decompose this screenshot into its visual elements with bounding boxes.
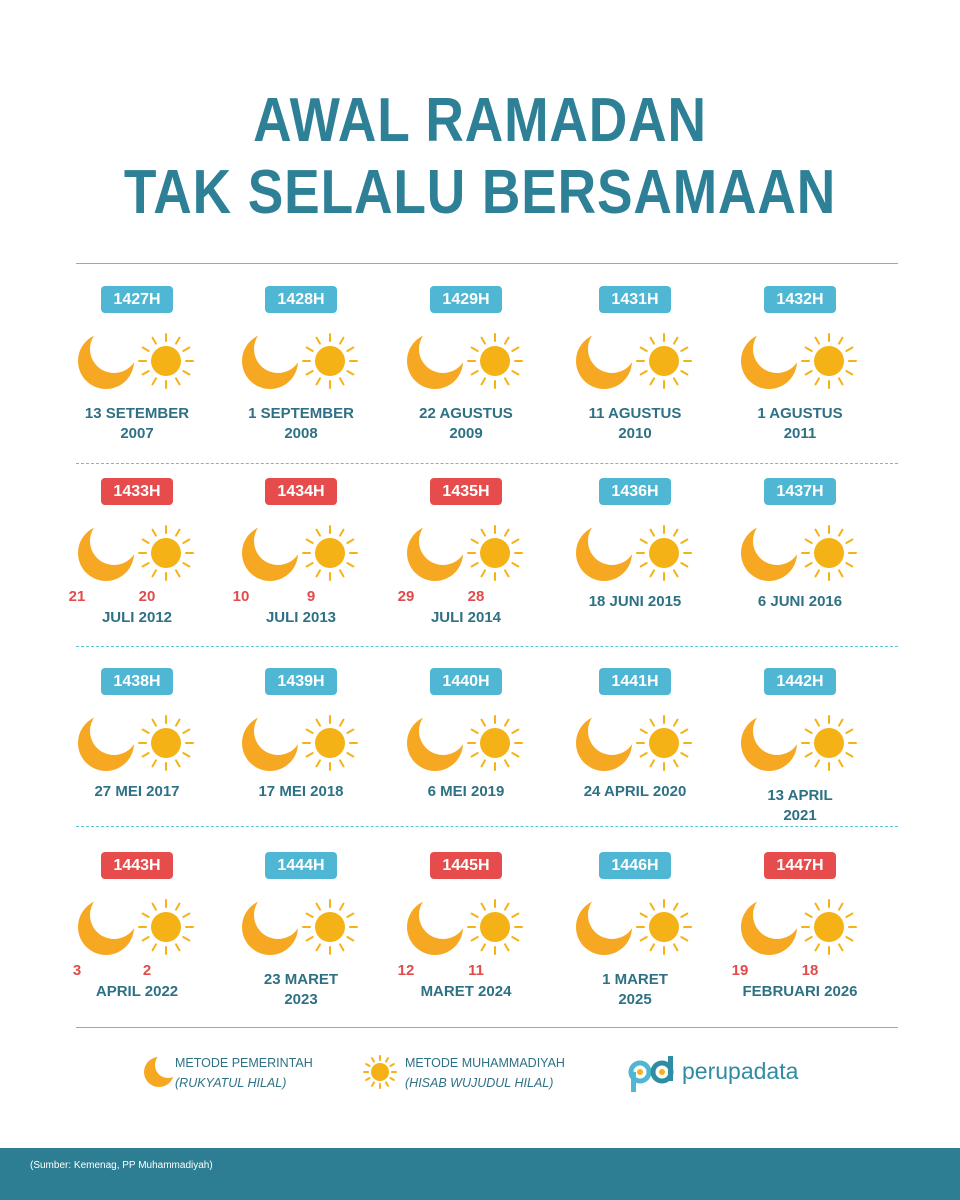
start-date-line: 6 MEI 2019 bbox=[427, 783, 505, 800]
sun-icon bbox=[468, 334, 522, 388]
sun-icon bbox=[802, 716, 856, 770]
legend-pemerintah-label: METODE PEMERINTAH bbox=[175, 1056, 313, 1070]
ramadan-entry-1444H bbox=[216, 852, 386, 1022]
brand-name: perupadata bbox=[682, 1058, 799, 1084]
method-icons bbox=[550, 710, 720, 776]
hijri-year-badge: 1446H bbox=[599, 852, 671, 879]
ramadan-entry-1447H bbox=[715, 852, 885, 1022]
start-date-line: 2021 bbox=[783, 807, 817, 824]
start-date-line: 2025 bbox=[618, 991, 652, 1008]
sun-icon bbox=[303, 900, 357, 954]
crescent-moon-icon bbox=[78, 899, 134, 955]
start-date-line: 23 MARET bbox=[263, 971, 339, 988]
hijri-year-badge: 1437H bbox=[764, 478, 836, 505]
footer-bar bbox=[0, 1148, 960, 1200]
method-icons bbox=[216, 328, 386, 394]
start-date-line: 1 MARET bbox=[602, 971, 668, 988]
legend-muhammadiyah-sub: (HISAB WUJUDUL HILAL) bbox=[405, 1076, 554, 1090]
start-date-line: 2011 bbox=[783, 425, 817, 442]
ramadan-entry-1442H bbox=[715, 668, 885, 838]
method-icons bbox=[550, 894, 720, 960]
sun-icon bbox=[468, 900, 522, 954]
hijri-year-badge: 1432H bbox=[764, 286, 836, 313]
ramadan-entry-1441H bbox=[550, 668, 720, 838]
start-date-line: JULI 2012 bbox=[101, 609, 173, 626]
muhammadiyah-day: 11 bbox=[468, 962, 484, 979]
ramadan-entry-1428H bbox=[216, 286, 386, 456]
method-icons bbox=[550, 328, 720, 394]
method-icons bbox=[216, 520, 386, 586]
hijri-year-badge: 1435H bbox=[430, 478, 502, 505]
hijri-year-badge: 1443H bbox=[101, 852, 173, 879]
crescent-moon-icon bbox=[741, 525, 797, 581]
ramadan-entry-1433H bbox=[52, 478, 222, 648]
ramadan-entry-1435H bbox=[381, 478, 551, 648]
start-date-line: 6 JUNI 2016 bbox=[757, 593, 843, 610]
crescent-moon-icon bbox=[407, 525, 463, 581]
brand-mark-icon bbox=[628, 1056, 680, 1094]
sun-icon bbox=[802, 900, 856, 954]
perupadata-logo bbox=[628, 1054, 808, 1094]
hijri-year-badge: 1442H bbox=[764, 668, 836, 695]
hijri-year-badge: 1447H bbox=[764, 852, 836, 879]
crescent-moon-icon bbox=[242, 715, 298, 771]
crescent-moon-icon bbox=[741, 333, 797, 389]
start-date-line: 24 APRIL 2020 bbox=[583, 783, 687, 800]
title-line-1: AWAL RAMADAN bbox=[253, 86, 707, 155]
top-divider bbox=[76, 263, 898, 264]
crescent-moon-icon bbox=[576, 899, 632, 955]
ramadan-entry-1438H bbox=[52, 668, 222, 838]
sun-icon bbox=[303, 716, 357, 770]
ramadan-entry-1439H bbox=[216, 668, 386, 838]
ramadan-entry-1434H bbox=[216, 478, 386, 648]
muhammadiyah-day: 20 bbox=[138, 588, 156, 605]
crescent-moon-icon bbox=[242, 525, 298, 581]
ramadan-entry-1427H bbox=[52, 286, 222, 456]
crescent-moon-icon bbox=[741, 899, 797, 955]
ramadan-entry-1440H bbox=[381, 668, 551, 838]
ramadan-entry-1436H bbox=[550, 478, 720, 648]
sun-icon bbox=[139, 900, 193, 954]
title-line-2: TAK SELALU BERSAMAAN bbox=[123, 158, 837, 227]
method-icons bbox=[715, 710, 885, 776]
hijri-year-badge: 1440H bbox=[430, 668, 502, 695]
hijri-year-badge: 1429H bbox=[430, 286, 502, 313]
start-date-line: 2008 bbox=[284, 425, 318, 442]
legend-pemerintah-sub: (RUKYATUL HILAL) bbox=[175, 1076, 287, 1090]
sun-icon bbox=[637, 716, 691, 770]
method-icons bbox=[52, 328, 222, 394]
pemerintah-day: 19 bbox=[731, 962, 749, 979]
pemerintah-day: 3 bbox=[72, 962, 82, 979]
ramadan-entry-1431H bbox=[550, 286, 720, 456]
start-date-line: 2010 bbox=[618, 425, 652, 442]
start-date-line: 11 AGUSTUS bbox=[588, 405, 682, 422]
hijri-year-badge: 1436H bbox=[599, 478, 671, 505]
start-date-line: 2007 bbox=[120, 425, 154, 442]
method-icons bbox=[715, 328, 885, 394]
hijri-year-badge: 1431H bbox=[599, 286, 671, 313]
start-date-line: JULI 2013 bbox=[265, 609, 337, 626]
method-icons bbox=[381, 710, 551, 776]
sun-icon bbox=[637, 334, 691, 388]
ramadan-entry-1446H bbox=[550, 852, 720, 1022]
pemerintah-day: 21 bbox=[68, 588, 86, 605]
sun-icon bbox=[468, 526, 522, 580]
sun-icon bbox=[303, 526, 357, 580]
start-date-line: 18 JUNI 2015 bbox=[588, 593, 682, 610]
sun-icon bbox=[802, 526, 856, 580]
muhammadiyah-day: 9 bbox=[306, 588, 316, 605]
pemerintah-day: 10 bbox=[232, 588, 250, 605]
hijri-year-badge: 1439H bbox=[265, 668, 337, 695]
start-date-line: 1 SEPTEMBER bbox=[248, 405, 354, 422]
hijri-year-badge: 1434H bbox=[265, 478, 337, 505]
crescent-moon-icon bbox=[407, 333, 463, 389]
pemerintah-day: 12 bbox=[397, 962, 415, 979]
crescent-moon-icon bbox=[576, 333, 632, 389]
sun-icon bbox=[637, 900, 691, 954]
start-date-line: 17 MEI 2018 bbox=[258, 783, 344, 800]
method-icons bbox=[381, 894, 551, 960]
crescent-moon-icon bbox=[78, 333, 134, 389]
ramadan-entry-1432H bbox=[715, 286, 885, 456]
method-icons bbox=[550, 520, 720, 586]
ramadan-entry-1429H bbox=[381, 286, 551, 456]
start-date-line: JULI 2014 bbox=[430, 609, 502, 626]
start-date-line: FEBRUARI 2026 bbox=[742, 983, 858, 1000]
sun-icon bbox=[139, 716, 193, 770]
crescent-moon-icon bbox=[242, 899, 298, 955]
start-date-line: 2009 bbox=[449, 425, 483, 442]
start-date-line: MARET 2024 bbox=[420, 983, 512, 1000]
crescent-moon-icon bbox=[242, 333, 298, 389]
method-icons bbox=[715, 894, 885, 960]
pemerintah-day: 29 bbox=[397, 588, 415, 605]
method-icons bbox=[216, 710, 386, 776]
start-date-line: 13 SETEMBER bbox=[84, 405, 190, 422]
muhammadiyah-day: 2 bbox=[142, 962, 152, 979]
method-icons bbox=[52, 520, 222, 586]
crescent-moon-icon bbox=[576, 715, 632, 771]
crescent-moon-icon bbox=[576, 525, 632, 581]
legend-muhammadiyah bbox=[405, 1053, 565, 1093]
sun-icon bbox=[802, 334, 856, 388]
hijri-year-badge: 1433H bbox=[101, 478, 173, 505]
start-date-line: 27 MEI 2017 bbox=[94, 783, 180, 800]
sun-icon bbox=[637, 526, 691, 580]
method-icons bbox=[216, 894, 386, 960]
method-icons bbox=[52, 894, 222, 960]
muhammadiyah-day: 28 bbox=[467, 588, 485, 605]
crescent-moon-icon bbox=[140, 1052, 180, 1092]
hijri-year-badge: 1441H bbox=[599, 668, 671, 695]
method-icons bbox=[381, 520, 551, 586]
legend-muhammadiyah-label: METODE MUHAMMADIYAH bbox=[405, 1056, 565, 1070]
method-icons bbox=[381, 328, 551, 394]
source-note: (Sumber: Kemenag, PP Muhammadiyah) bbox=[30, 1160, 213, 1171]
sun-icon bbox=[362, 1054, 398, 1090]
ramadan-entry-1445H bbox=[381, 852, 551, 1022]
bottom-divider bbox=[76, 1027, 898, 1028]
crescent-moon-icon bbox=[78, 715, 134, 771]
ramadan-entry-1437H bbox=[715, 478, 885, 648]
start-date-line: APRIL 2022 bbox=[95, 983, 179, 1000]
sun-icon bbox=[468, 716, 522, 770]
hijri-year-badge: 1428H bbox=[265, 286, 337, 313]
crescent-moon-icon bbox=[741, 715, 797, 771]
method-icons bbox=[715, 520, 885, 586]
method-icons bbox=[52, 710, 222, 776]
legend-pemerintah bbox=[175, 1053, 313, 1093]
start-date-line: 13 APRIL bbox=[767, 787, 833, 804]
start-date-line: 22 AGUSTUS bbox=[419, 405, 513, 422]
hijri-year-badge: 1444H bbox=[265, 852, 337, 879]
crescent-moon-icon bbox=[407, 715, 463, 771]
sun-icon bbox=[139, 526, 193, 580]
sun-icon bbox=[139, 334, 193, 388]
sun-icon bbox=[303, 334, 357, 388]
start-date-line: 2023 bbox=[284, 991, 318, 1008]
hijri-year-badge: 1427H bbox=[101, 286, 173, 313]
hijri-year-badge: 1438H bbox=[101, 668, 173, 695]
hijri-year-badge: 1445H bbox=[430, 852, 502, 879]
muhammadiyah-day: 18 bbox=[801, 962, 819, 979]
start-date-line: 1 AGUSTUS bbox=[757, 405, 843, 422]
crescent-moon-icon bbox=[78, 525, 134, 581]
crescent-moon-icon bbox=[407, 899, 463, 955]
ramadan-entry-1443H bbox=[52, 852, 222, 1022]
row-divider-1 bbox=[76, 463, 898, 464]
